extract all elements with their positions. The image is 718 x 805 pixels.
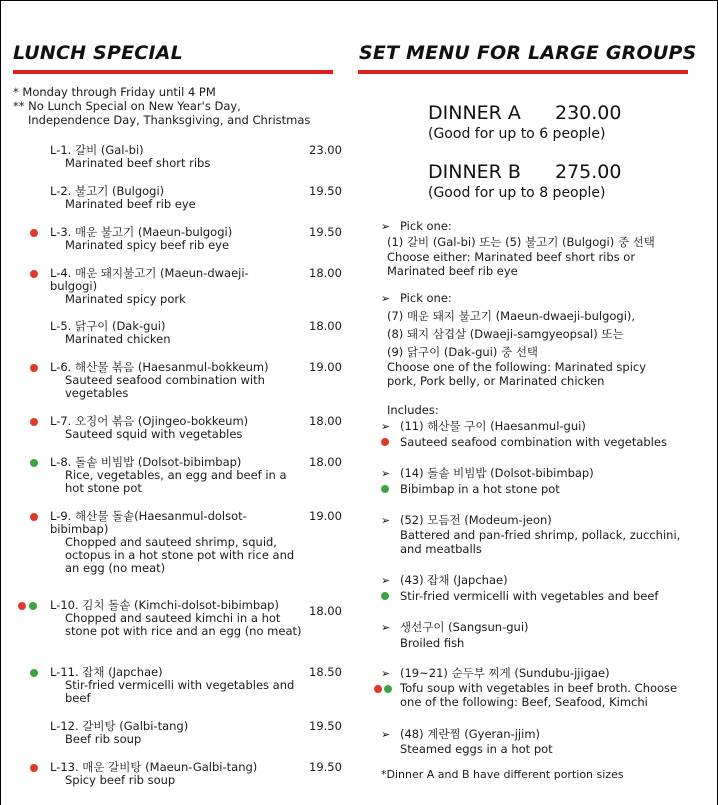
item-desc: Chopped and sauteed kimchi in a hot stone pot with rice and an egg (no meat) [65, 611, 302, 638]
spicy-icon [30, 270, 38, 278]
arrow-bullet-icon: ➢ [381, 467, 391, 480]
arrow-bullet-icon: ➢ [381, 728, 391, 741]
item-price: 18.00 [309, 266, 342, 280]
item-desc: Marinated chicken [65, 332, 171, 346]
page-border-left [0, 0, 1, 805]
item-price: 18.50 [309, 665, 342, 679]
item-price: 18.00 [309, 455, 342, 469]
item-name: L-13. 매운 갈비탕 (Maeun-Galbi-tang) [50, 760, 258, 774]
item-desc: Sauteed squid with vegetables [65, 427, 243, 441]
arrow-bullet-icon: ➢ [381, 292, 391, 305]
spicy-icon [30, 764, 38, 772]
item-desc: Chopped and sauteed shrimp, squid, octopus in a hot stone pot with rice and an egg (no meat) [65, 535, 295, 575]
spicy-icon [30, 364, 38, 372]
dinner-b-name: DINNER B [428, 161, 521, 183]
dinner-a-price: 230.00 [555, 102, 622, 124]
arrow-bullet-icon: ➢ [381, 220, 391, 233]
item-name: L-9. 해산물 돌솥(Haesanmul-dolsot-bibimbap) [50, 509, 247, 536]
include-desc: Broiled fish [400, 636, 465, 650]
arrow-bullet-icon: ➢ [381, 621, 391, 634]
item-name: L-1. 갈비 (Gal-bi) [50, 143, 144, 157]
vegetarian-icon [30, 459, 38, 467]
spicy-icon [381, 438, 389, 446]
dinner-a-note: (Good for up to 6 people) [428, 126, 606, 142]
vegetarian-icon [384, 685, 392, 693]
include-name: (52) 모듬전 (Modeum-jeon) [400, 513, 552, 527]
item-price: 18.00 [309, 319, 342, 333]
include-name: (11) 해산물 구이 (Haesanmul-gui) [400, 419, 586, 433]
item-price: 18.00 [309, 604, 342, 618]
item-name: L-7. 오징어 볶음 (Ojingeo-bokkeum) [50, 414, 249, 428]
pick1-label: Pick one: [400, 219, 452, 233]
dinner-a-name: DINNER A [428, 102, 521, 124]
item-price: 19.50 [309, 225, 342, 239]
arrow-bullet-icon: ➢ [381, 667, 391, 680]
lunch-special-title: LUNCH SPECIAL [13, 42, 183, 64]
includes-label: Includes: [387, 403, 439, 417]
arrow-bullet-icon: ➢ [381, 574, 391, 587]
include-name: (14) 돌솥 비빔밥 (Dolsot-bibimbap) [400, 466, 594, 480]
spicy-icon [30, 513, 38, 521]
item-name: L-5. 닭구이 (Dak-gui) [50, 319, 166, 333]
lunch-notes [13, 85, 310, 127]
item-price: 18.00 [309, 414, 342, 428]
item-desc: Sauteed seafood combination with vegetables [65, 373, 265, 400]
include-desc: Steamed eggs in a hot pot [400, 742, 553, 756]
item-desc: Marinated beef rib eye [65, 197, 196, 211]
include-desc: Battered and pan-fried shrimp, pollack, zucchini, and meatballs [400, 528, 681, 556]
spicy-icon [18, 602, 26, 610]
item-price: 23.00 [309, 143, 342, 157]
vegetarian-icon [30, 669, 38, 677]
item-desc: Stir-fried vermicelli with vegetables and beef [65, 678, 295, 705]
vegetarian-icon [381, 592, 389, 600]
pick2-line: pork, Pork belly, or Marinated chicken [387, 374, 605, 388]
set-menu-title-rule [358, 70, 688, 74]
page-border-top [0, 0, 718, 1]
pick1-line: (1) 갈비 (Gal-bi) 또는 (5) 불고기 (Bulgogi) 중 선택 [387, 235, 655, 249]
item-desc: Marinated spicy pork [65, 292, 186, 306]
include-desc: Stir-fried vermicelli with vegetables and beef [400, 589, 659, 603]
item-name: L-4. 매운 돼지불고기 (Maeun-dwaeji-bulgogi) [50, 266, 249, 293]
item-name: L-3. 매운 불고기 (Maeun-bulgogi) [50, 225, 233, 239]
item-price: 19.00 [309, 360, 342, 374]
item-name: L-2. 불고기 (Bulgogi) [50, 184, 165, 198]
item-desc: Marinated beef short ribs [65, 156, 211, 170]
item-name: L-6. 해산물 볶음 (Haesanmul-bokkeum) [50, 360, 269, 374]
spicy-icon [30, 418, 38, 426]
item-name: L-12. 갈비탕 (Galbi-tang) [50, 719, 189, 733]
item-price: 19.50 [309, 719, 342, 733]
lunch-note-hours: * Monday through Friday until 4 PM [13, 85, 216, 99]
lunch-title-rule [13, 70, 333, 74]
include-name: (48) 계란찜 (Gyeran-jjim) [400, 727, 541, 741]
item-name: L-8. 돌솥 비빔밥 (Dolsot-bibimbap) [50, 455, 242, 469]
item-price: 19.00 [309, 509, 342, 523]
arrow-bullet-icon: ➢ [381, 420, 391, 433]
arrow-bullet-icon: ➢ [381, 514, 391, 527]
include-name: 생선구이 (Sangsun-gui) [400, 620, 529, 634]
lunch-note-holidays-cont: Independence Day, Thanksgiving, and Christmas [28, 113, 311, 127]
include-name: (43) 잡채 (Japchae) [400, 573, 508, 587]
spicy-icon [30, 229, 38, 237]
item-desc: Beef rib soup [65, 732, 142, 746]
dinner-b-price: 275.00 [555, 161, 622, 183]
item-desc: Spicy beef rib soup [65, 773, 176, 787]
include-desc: Sauteed seafood combination with vegetables [400, 435, 667, 449]
lunch-note-holidays: ** No Lunch Special on New Year's Day, [13, 99, 241, 113]
item-desc: Marinated spicy beef rib eye [65, 238, 230, 252]
set-menu-title: SET MENU FOR LARGE GROUPS [359, 42, 697, 64]
include-desc: Bibimbap in a hot stone pot [400, 482, 560, 496]
vegetarian-icon [29, 602, 37, 610]
item-price: 19.50 [309, 184, 342, 198]
pick1-line: Choose either: Marinated beef short ribs or [387, 250, 636, 264]
include-desc: Tofu soup with vegetables in beef broth. Choose one of the following: Beef, Seafood, Kimchi [400, 681, 678, 709]
item-name: L-11. 잡채 (Japchae) [50, 665, 163, 679]
pick2-label: Pick one: [400, 291, 452, 305]
pick2-line: Choose one of the following: Marinated spicy [387, 360, 647, 374]
include-name: (19~21) 순두부 찌게 (Sundubu-jjigae) [400, 666, 610, 680]
pick2-line: (7) 매운 돼지 불고기 (Maeun-dwaeji-bulgogi), [387, 309, 636, 323]
vegetarian-icon [381, 485, 389, 493]
spicy-icon [374, 685, 382, 693]
item-name: L-10. 김치 돌솥 (Kimchi-dolsot-bibimbap) [50, 598, 279, 612]
pick2-line: (8) 돼지 삼겹살 (Dwaeji-samgyeopsal) 또는 [387, 327, 624, 341]
item-desc: Rice, vegetables, an egg and beef in a hot stone pot [65, 468, 287, 495]
portion-footnote: *Dinner A and B have different portion sizes [381, 768, 624, 781]
pick2-line: (9) 닭구이 (Dak-gui) 중 선택 [387, 345, 539, 359]
dinner-b-note: (Good for up to 8 people) [428, 185, 606, 201]
item-price: 19.50 [309, 760, 342, 774]
pick1-line: Marinated beef rib eye [387, 264, 518, 278]
